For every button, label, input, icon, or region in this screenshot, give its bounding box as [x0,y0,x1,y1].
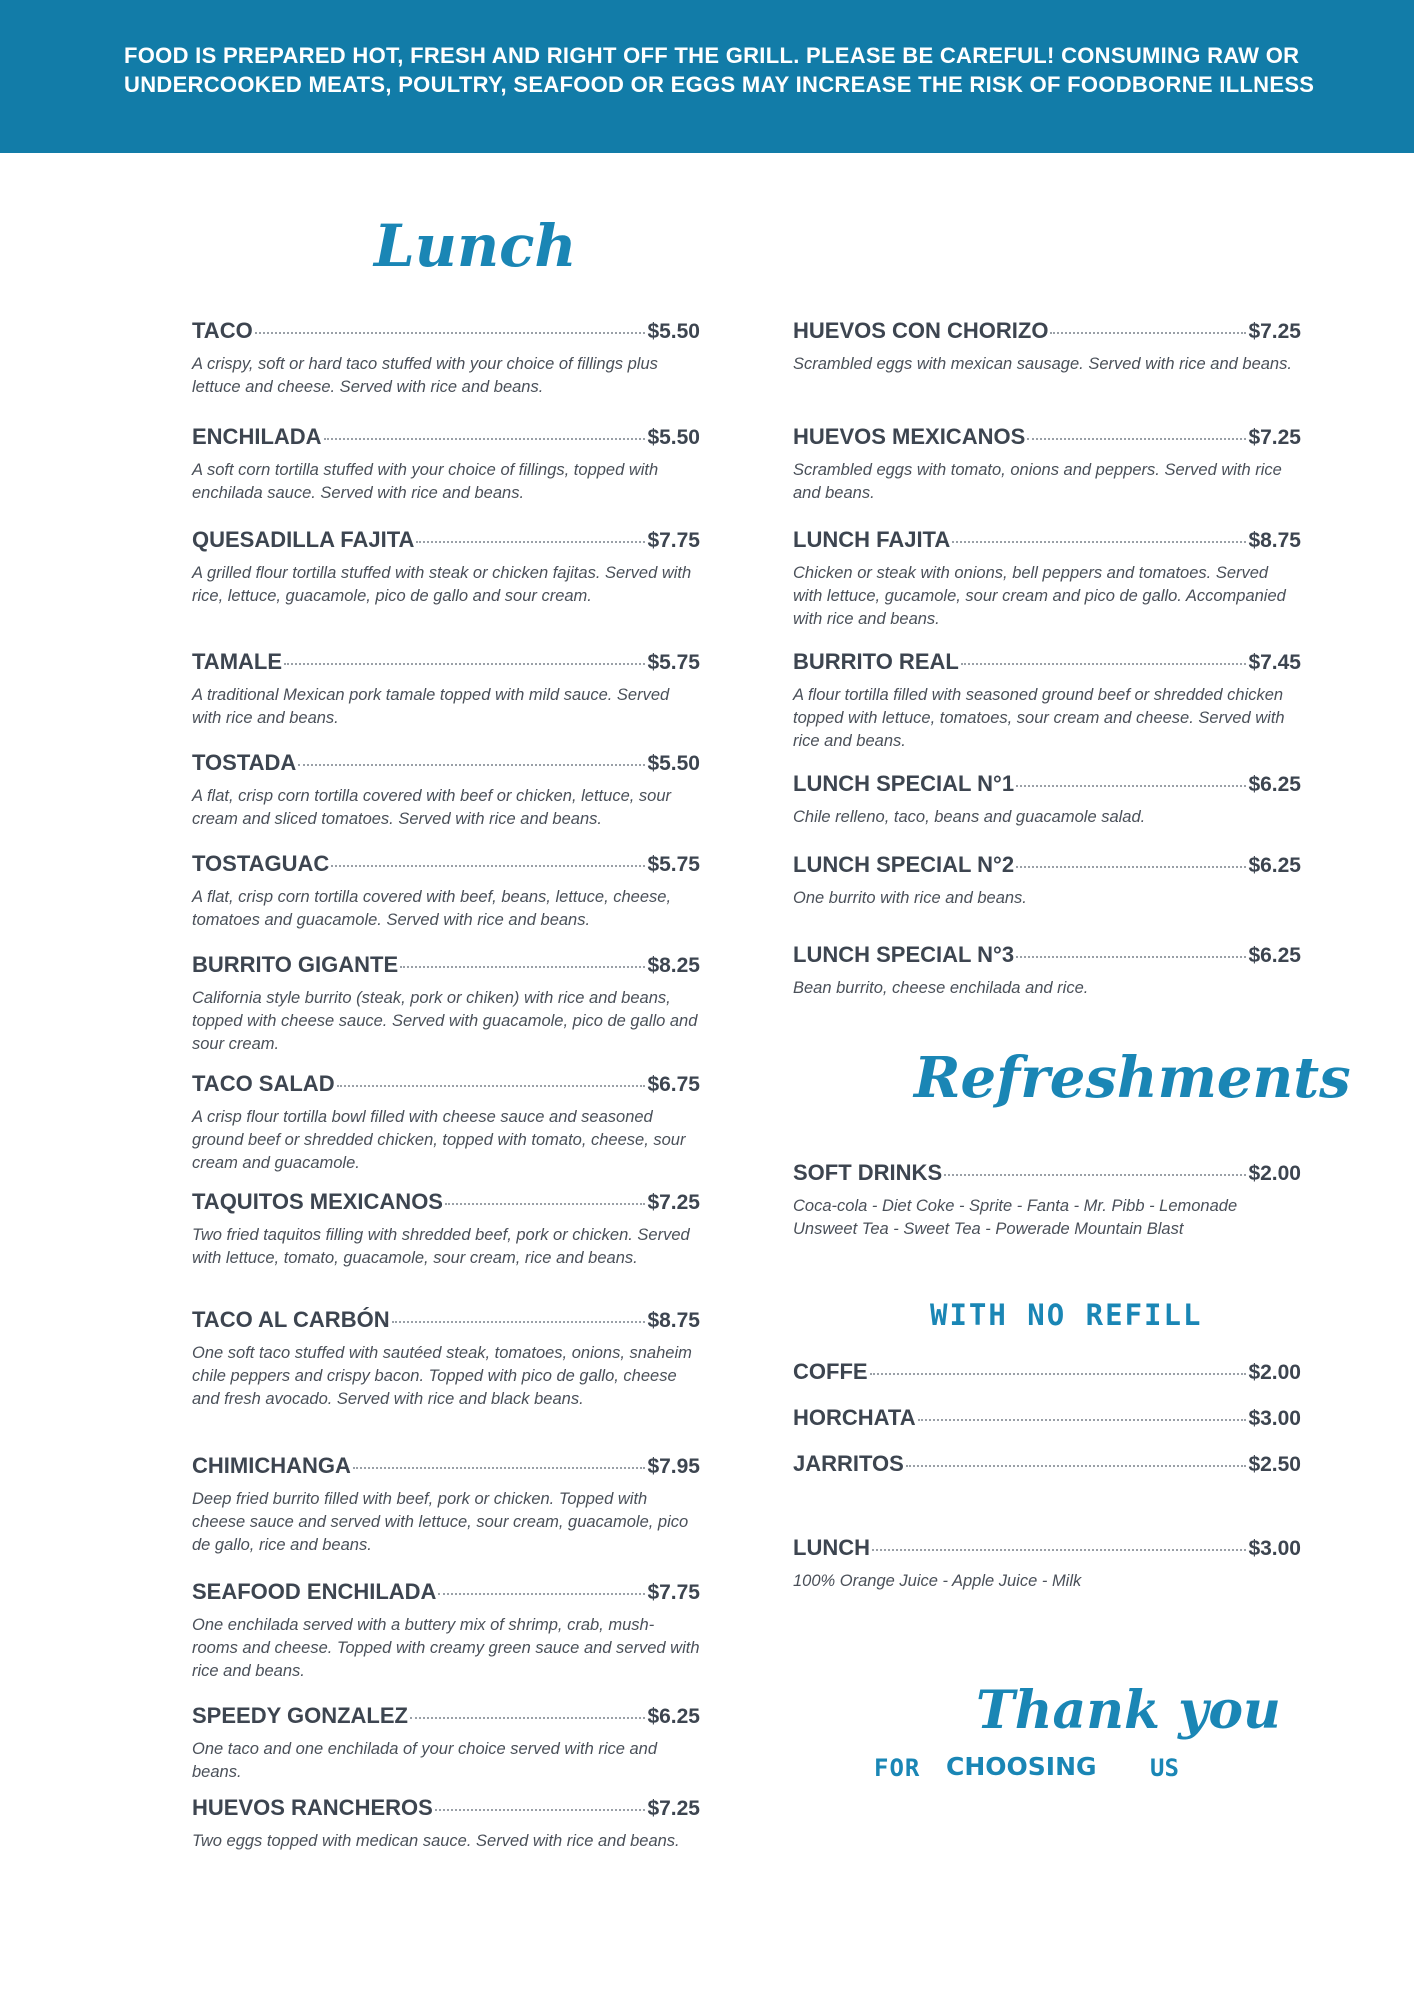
menu-item [192,851,700,932]
item-price: $6.75 [647,1073,700,1096]
item-price: $8.75 [647,1309,700,1332]
no-refill-heading: WITH NO REFILL [930,1298,1203,1332]
drink-item-jarritos [793,1451,1301,1477]
item-price: $2.00 [1248,1361,1301,1384]
item-description: A traditional Mexican pork tamale topped with mild sauce. Served with rice and beans. [192,686,670,727]
item-name: TOSTADA [192,750,297,775]
item-price: $7.75 [647,1581,700,1604]
item-description: One soft taco stuffed with sautéed steak, tomatoes, onions, snaheim chile peppers and crispy bacon. Topped with pico de gallo, cheese and fresh avocado. Served with rice and black beans. [192,1344,692,1408]
menu-item [192,1307,700,1411]
drink-item-horchata [793,1405,1301,1431]
drink-item-lunch [793,1535,1301,1593]
dot-leader [416,541,645,543]
menu-item [793,942,1301,1000]
item-price: $5.50 [647,320,700,343]
soft-drinks-list-line-2: Unsweet Tea - Sweet Tea - Powerade Mountain Blast [793,1220,1184,1238]
menu-item [793,527,1301,631]
item-price: $6.25 [1248,944,1301,967]
item-name: TAQUITOS MEXICANOS [192,1189,443,1214]
menu-item [192,1703,700,1784]
item-name: TOSTAGUAC [192,851,330,876]
refreshments-heading: Refreshments [914,1045,1351,1111]
item-name: TACO AL CARBÓN [192,1307,390,1332]
item-description: Scrambled eggs with mexican sausage. Served with rice and beans. [793,355,1292,373]
item-price: $7.25 [1248,426,1301,449]
menu-item [192,1071,700,1175]
item-description: One taco and one enchilada of your choice served with rice and beans. [192,1740,658,1781]
item-description: 100% Orange Juice - Apple Juice - Milk [793,1572,1082,1590]
item-name: LUNCH [793,1535,870,1560]
item-description [793,1195,1301,1241]
item-name: LUNCH SPECIAL N°3 [793,942,1015,967]
dot-leader [438,1593,645,1595]
item-name: SPEEDY GONZALEZ [192,1703,408,1728]
item-description: A grilled flour tortilla stuffed with steak or chicken fajitas. Served with rice, lettuce, guacamole, pico de gallo and sour cream. [192,564,692,605]
item-name: HORCHATA [793,1405,916,1430]
item-description: Deep fried burrito filled with beef, pork or chicken. Topped with cheese sauce and served with lettuce, sour cream, guacamole, pico de gallo, rice and beans. [192,1490,689,1554]
dot-leader [298,764,645,766]
item-name: TACO SALAD [192,1071,335,1096]
dot-leader [906,1465,1247,1467]
item-description: Bean burrito, cheese enchilada and rice. [793,979,1089,997]
item-price: $5.50 [647,426,700,449]
menu-item [192,952,700,1056]
item-description: A crisp flour tortilla bowl filled with cheese sauce and seasoned ground beef or shredded chicken, topped with tomato, cheese, sour cream and guacamole. [192,1108,686,1172]
dot-leader [324,438,646,440]
item-name: QUESADILLA FAJITA [192,527,415,552]
item-name: SOFT DRINKS [793,1160,943,1185]
item-price: $7.95 [647,1455,700,1478]
item-name: TACO [192,318,253,343]
menu-item [192,649,700,730]
item-name: ENCHILADA [192,424,322,449]
item-name: TAMALE [192,649,283,674]
dot-leader [944,1174,1246,1176]
item-name: JARRITOS [793,1451,904,1476]
item-name: HUEVOS MEXICANOS [793,424,1026,449]
thank-you-script: Thank you [976,1680,1281,1741]
menu-item [192,1795,700,1853]
menu-item [793,649,1301,753]
thank-you-for: FOR [874,1754,921,1782]
item-description: A flour tortilla filled with seasoned ground beef or shredded chicken topped with lettuce, tomatoes, sour cream and cheese. Served with rice and beans. [793,686,1285,750]
menu-item [192,424,700,505]
item-name: HUEVOS RANCHEROS [192,1795,433,1820]
item-price: $3.00 [1248,1407,1301,1430]
item-description: Scrambled eggs with tomato, onions and peppers. Served with rice and beans. [793,461,1282,502]
dot-leader [392,1321,646,1323]
allergy-warning-banner [0,0,1414,153]
item-price: $8.25 [647,954,700,977]
menu-item [192,1453,700,1557]
menu-item [793,318,1301,376]
item-description: A soft corn tortilla stuffed with your choice of fillings, topped with enchilada sauce. Served with rice and beans. [192,461,659,502]
menu-item [793,771,1301,829]
item-description: Two eggs topped with medican sauce. Served with rice and beans. [192,1832,680,1850]
item-price: $7.45 [1248,651,1301,674]
item-name: LUNCH SPECIAL N°2 [793,852,1015,877]
dot-leader [445,1203,645,1205]
lunch-heading: Lunch [374,212,577,280]
item-description: A flat, crisp corn tortilla covered with beef, beans, lettuce, cheese, tomatoes and guacamole. Served with rice and beans. [192,888,672,929]
item-description: California style burrito (steak, pork or chiken) with rice and beans, topped with cheese sauce. Served with guacamole, pico de gallo and sour cream. [192,989,698,1053]
item-price: $6.25 [1248,854,1301,877]
thank-you-choosing: CHOOSING [946,1752,1097,1781]
item-description: Chile relleno, taco, beans and guacamole salad. [793,808,1146,826]
dot-leader [952,541,1246,543]
item-name: COFFE [793,1359,868,1384]
item-description: A crispy, soft or hard taco stuffed with your choice of fillings plus lettuce and cheese. Served with rice and beans. [192,355,658,396]
dot-leader [337,1085,646,1087]
item-description: One burrito with rice and beans. [793,889,1027,907]
item-price: $5.75 [647,853,700,876]
menu-item [192,1579,700,1683]
dot-leader [1016,785,1246,787]
dot-leader [255,332,646,334]
warning-line-2: UNDERCOOKED MEATS, POULTRY, SEAFOOD OR EGGS MAY INCREASE THE RISK OF FOODBORNE ILLNESS [124,72,1315,97]
item-price: $7.25 [1248,320,1301,343]
dot-leader [410,1717,645,1719]
item-description: Two fried taquitos filling with shredded beef, pork or chicken. Served with lettuce, tomato, guacamole, sour cream, rice and beans. [192,1226,690,1267]
item-name: CHIMICHANGA [192,1453,351,1478]
item-price: $6.25 [1248,773,1301,796]
item-price: $5.75 [647,651,700,674]
item-name: BURRITO GIGANTE [192,952,399,977]
dot-leader [1027,438,1246,440]
drink-item-soft-drinks [793,1160,1301,1241]
item-price: $3.00 [1248,1537,1301,1560]
dot-leader [1050,332,1246,334]
thank-you-logo [870,1680,1281,1800]
dot-leader [872,1549,1246,1551]
dot-leader [870,1373,1247,1375]
dot-leader [961,663,1247,665]
thank-you-us: US [1150,1754,1179,1782]
item-name: LUNCH FAJITA [793,527,951,552]
item-price: $7.25 [647,1191,700,1214]
drink-item-coffe [793,1359,1301,1385]
dot-leader [1016,866,1246,868]
item-name: HUEVOS CON CHORIZO [793,318,1049,343]
dot-leader [331,865,645,867]
dot-leader [353,1467,646,1469]
item-price: $2.00 [1248,1162,1301,1185]
dot-leader [400,966,645,968]
dot-leader [1016,956,1246,958]
item-name: BURRITO REAL [793,649,959,674]
item-price: $5.50 [647,752,700,775]
item-name: LUNCH SPECIAL N°1 [793,771,1015,796]
menu-item [192,1189,700,1270]
item-price: $2.50 [1248,1453,1301,1476]
item-price: $6.25 [647,1705,700,1728]
menu-item [192,318,700,399]
menu-item [793,852,1301,910]
dot-leader [918,1419,1247,1421]
soft-drinks-list-line-1: Coca-cola - Diet Coke - Sprite - Fanta - Mr. Pibb - Lemonade [793,1197,1238,1215]
menu-item [192,750,700,831]
menu-item [793,424,1301,505]
item-description: A flat, crisp corn tortilla covered with beef or chicken, lettuce, sour cream and sliced tomatoes. Served with rice and beans. [192,787,672,828]
dot-leader [435,1809,646,1811]
item-price: $7.75 [647,529,700,552]
item-price: $8.75 [1248,529,1301,552]
item-description: Chicken or steak with onions, bell peppers and tomatoes. Served with lettuce, gucamole, sour cream and pico de gallo. Accompanied with rice and beans. [793,564,1286,628]
menu-item [192,527,700,608]
warning-line-1: FOOD IS PREPARED HOT, FRESH AND RIGHT OFF THE GRILL. PLEASE BE CAREFUL! CONSUMING RAW OR [124,43,1300,68]
item-price: $7.25 [647,1797,700,1820]
dot-leader [284,663,645,665]
item-name: SEAFOOD ENCHILADA [192,1579,437,1604]
item-description: One enchilada served with a buttery mix of shrimp, crab, mush-rooms and cheese. Topped with creamy green sauce and served with rice and beans. [192,1616,700,1680]
